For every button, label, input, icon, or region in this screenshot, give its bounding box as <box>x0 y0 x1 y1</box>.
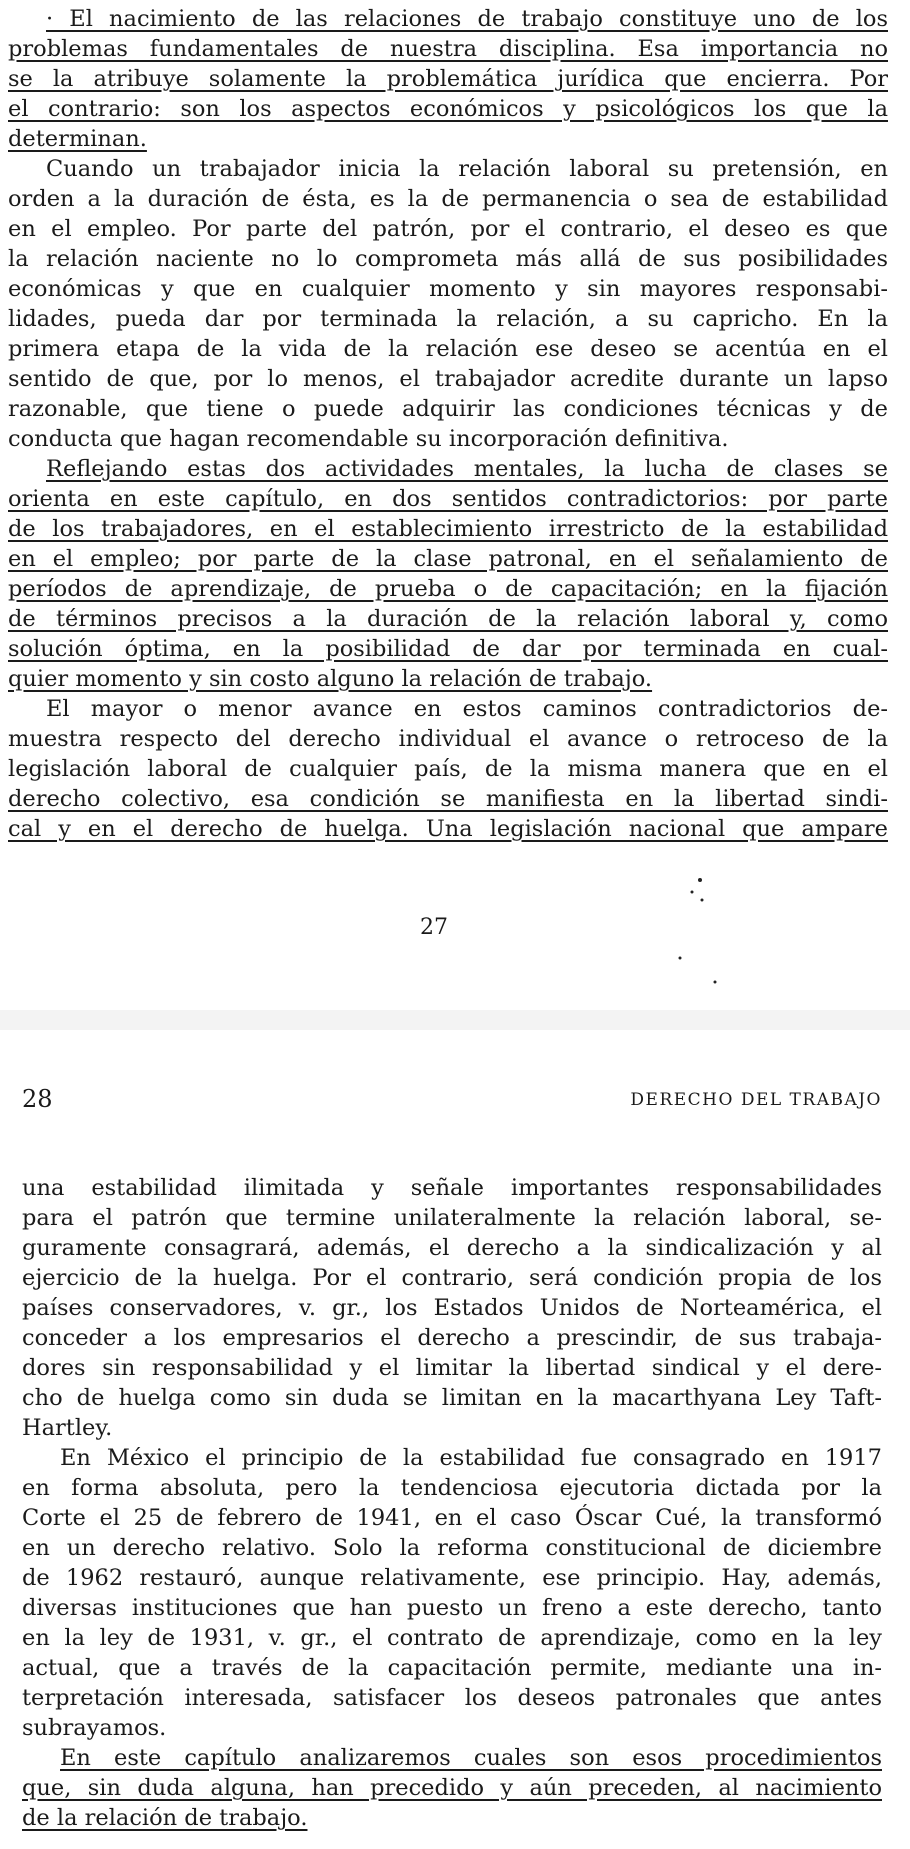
text-line-content: diversas instituciones que han puesto un freno a este derecho, tanto <box>22 1595 882 1621</box>
text-line-content: conceder a los empresarios el derecho a prescindir, de sus trabaja- <box>22 1325 882 1351</box>
page-separator <box>0 1010 910 1030</box>
text-line <box>22 1473 882 1503</box>
page-number: 28 <box>22 1085 53 1113</box>
text-line-content: se la atribuye solamente la problemática jurídica que encierra. Por <box>8 66 888 92</box>
text-line-content: en forma absoluta, pero la tendenciosa ejecutoria dictada por la <box>22 1475 882 1501</box>
text-line-content: muestra respecto del derecho individual el avance o retroceso de la <box>8 726 888 752</box>
text-line-content: derecho colectivo, esa condición se manifiesta en la libertad sindi- <box>8 786 888 812</box>
text-line <box>22 1503 882 1533</box>
text-line-content: ejercicio de la huelga. Por el contrario, será condición propia de los <box>22 1265 882 1291</box>
text-line-content: quier momento y sin costo alguno la relación de trabajo. <box>8 666 653 692</box>
text-line <box>22 1443 882 1473</box>
text-line-content: determinan. <box>8 126 147 152</box>
page-number: 27 <box>420 915 448 940</box>
text-line-content: subrayamos. <box>22 1715 167 1741</box>
text-line-content: guramente consagrará, además, el derecho a la sindicalización y al <box>22 1235 882 1261</box>
text-line <box>22 1683 882 1713</box>
text-line-content: en un derecho relativo. Solo la reforma constitucional de diciembre <box>22 1535 882 1561</box>
text-line-content: períodos de aprendizaje, de prueba o de capacitación; en la fijación <box>8 576 888 602</box>
text-line-content: orienta en este capítulo, en dos sentidos contradictorios: por parte <box>8 486 888 512</box>
text-line <box>22 1713 882 1743</box>
text-line-content: razonable, que tiene o puede adquirir las condiciones técnicas y de <box>8 396 888 422</box>
text-line-content: de la relación de trabajo. <box>22 1805 308 1831</box>
text-line <box>22 1743 882 1773</box>
text-line <box>22 1413 882 1443</box>
text-line-content: en el empleo. Por parte del patrón, por el contrario, el deseo es que <box>8 216 888 242</box>
text-line <box>22 1773 882 1803</box>
text-line-content: de 1962 restauró, aunque relativamente, ese principio. Hay, además, <box>22 1565 882 1591</box>
text-line-content: terpretación interesada, satisfacer los deseos patronales que antes <box>22 1685 882 1711</box>
text-line-content: dores sin responsabilidad y el limitar la libertad sindical y el dere- <box>22 1355 882 1381</box>
text-line-content: en la ley de 1931, v. gr., el contrato de aprendizaje, como en la ley <box>22 1625 882 1651</box>
text-line <box>22 1293 882 1323</box>
text-line-content: Corte el 25 de febrero de 1941, en el caso Óscar Cué, la transformó <box>22 1505 882 1531</box>
text-line <box>22 1563 882 1593</box>
text-line-content: Hartley. <box>22 1415 113 1441</box>
text-line <box>22 1623 882 1653</box>
text-line-content: En México el principio de la estabilidad fue consagrado en 1917 <box>60 1445 882 1471</box>
text-line <box>22 1233 882 1263</box>
text-line-content: Reflejando estas dos actividades mentales, la lucha de clases se <box>46 456 888 482</box>
text-line <box>22 1203 882 1233</box>
text-line-content: la relación naciente no lo comprometa más allá de sus posibilidades <box>8 246 888 272</box>
text-line-content: solución óptima, en la posibilidad de dar por terminada en cual- <box>8 636 888 662</box>
text-line-content: sentido de que, por lo menos, el trabajador acredite durante un lapso <box>8 366 888 392</box>
text-line-content: de términos precisos a la duración de la relación laboral y, como <box>8 606 888 632</box>
text-line-content: Cuando un trabajador inicia la relación laboral su pretensión, en <box>46 156 888 182</box>
text-line-content: problemas fundamentales de nuestra disciplina. Esa importancia no <box>8 36 888 62</box>
text-line-content: orden a la duración de ésta, es la de permanencia o sea de estabilidad <box>8 186 888 212</box>
text-line-content: que, sin duda alguna, han precedido y aún preceden, al nacimiento <box>22 1775 882 1801</box>
running-head: DERECHO DEL TRABAJO <box>630 1090 882 1110</box>
text-line <box>22 1383 882 1413</box>
text-line-content: lidades, pueda dar por terminada la relación, a su capricho. En la <box>8 306 888 332</box>
text-line-content: cho de huelga como sin duda se limitan en la macarthyana Ley Taft- <box>22 1385 882 1411</box>
text-line-content: · El nacimiento de las relaciones de trabajo constituye uno de los <box>46 6 888 32</box>
text-line <box>22 1803 882 1833</box>
text-line-content: El mayor o menor avance en estos caminos contradictorios de- <box>46 696 888 722</box>
text-line-content: En este capítulo analizaremos cuales son esos procedimientos <box>60 1745 882 1771</box>
text-line-content: países conservadores, v. gr., los Estados Unidos de Norteamérica, el <box>22 1295 882 1321</box>
text-line-content: de los trabajadores, en el establecimiento irrestricto de la estabilidad <box>8 516 888 542</box>
text-line-content: actual, que a través de la capacitación permite, mediante una in- <box>22 1655 882 1681</box>
text-line <box>22 1323 882 1353</box>
text-line <box>22 1533 882 1563</box>
page-28-body <box>22 1173 882 1833</box>
text-line-content: económicas y que en cualquier momento y sin mayores responsabi- <box>8 276 888 302</box>
text-line-content: una estabilidad ilimitada y señale importantes responsabilidades <box>22 1175 882 1201</box>
text-line-content: el contrario: son los aspectos económicos y psicológicos los que la <box>8 96 888 122</box>
text-line-content: legislación laboral de cualquier país, de la misma manera que en el <box>8 756 888 782</box>
text-line-content: primera etapa de la vida de la relación ese deseo se acentúa en el <box>8 336 888 362</box>
text-line-content: cal y en el derecho de huelga. Una legislación nacional que ampare <box>8 816 888 842</box>
text-line-content: en el empleo; por parte de la clase patronal, en el señalamiento de <box>8 546 888 572</box>
text-line <box>22 1353 882 1383</box>
text-line-content: para el patrón que termine unilateralmente la relación laboral, se- <box>22 1205 882 1231</box>
text-line <box>22 1653 882 1683</box>
text-line-content: conducta que hagan recomendable su incorporación definitiva. <box>8 426 729 452</box>
text-line <box>22 1173 882 1203</box>
text-line <box>22 1263 882 1293</box>
text-line <box>22 1593 882 1623</box>
